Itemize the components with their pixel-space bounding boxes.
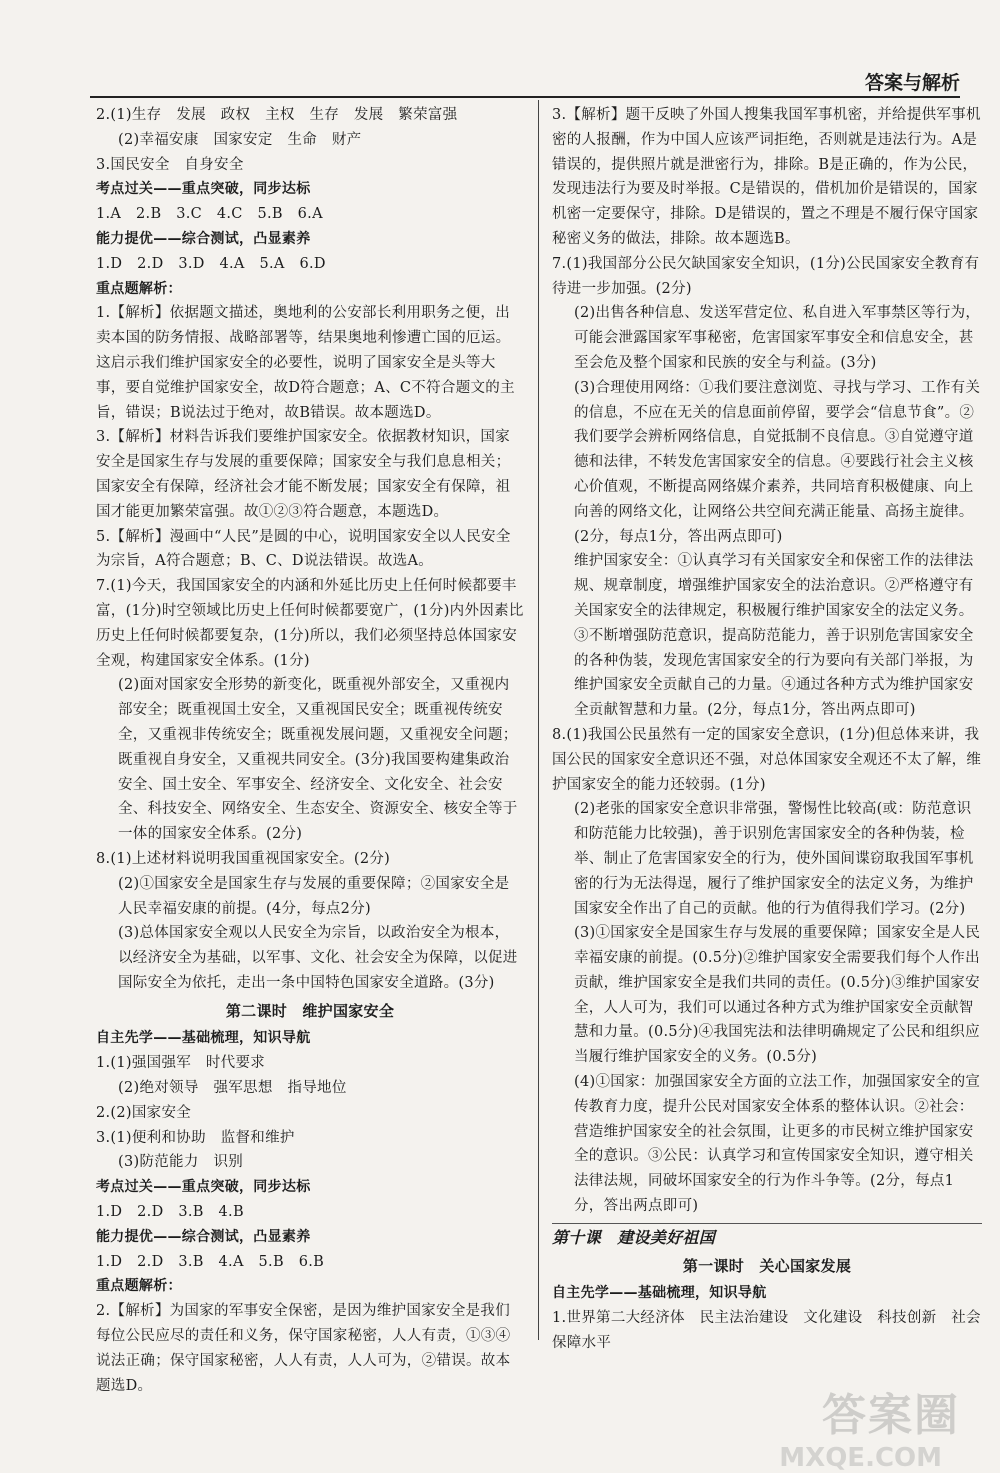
answer-line: 1.世界第二大经济体 民主法治建设 文化建设 科技创新 社会保障水平 — [552, 1310, 981, 1352]
answer-paragraph: 7.(1)我国部分公民欠缺国家安全知识，(1分)公民国家安全教育有待进一步加强。(2分) — [552, 255, 980, 297]
answer-paragraph: 8.(1)上述材料说明我国重视国家安全。(2分) — [96, 850, 391, 867]
section-heading: 考点过关——重点突破，同步达标 — [96, 1179, 311, 1196]
answer-line: 1.D 2.D 3.B 4.B — [96, 1204, 244, 1221]
answer-paragraph: (3)合理使用网络：①我们要注意浏览、寻找与学习、工作有关的信息，不应在无关的信息面前停留，要学会“信息节食”。②我们要学会辨析网络信息，自觉抵制不良信息。③自觉遵守道德和法律，不转发危害国家安全的信息。④要践行社会主义核心价值观，不断提高网络媒介素养，共同培育积极健康、向上向善的网络文化，让网络公共空间充满正能量、高扬主旋律。(2分，每点1分，答出两点即可) — [574, 379, 981, 545]
answer-paragraph: (2)老张的国家安全意识非常强，警惕性比较高(或：防范意识和防范能力比较强)，善于识别危害国家安全的各种伪装，检举、制止了危害国家安全的行为，使外国间谍窃取我国军事机密的行为无法得逞，履行了维护国家安全的法定义务，为维护国家安全作出了自己的贡献。他的行为值得我们学习。(2分) — [574, 801, 974, 917]
section-heading: 考点过关——重点突破，同步达标 — [96, 181, 311, 198]
answer-paragraph: (3)①国家安全是国家生存与发展的重要保障；国家安全是人民幸福安康的前提。(0.5分)②维护国家安全需要我们每个人作出贡献，维护国家安全是我们共同的责任。(0.5分)③维护国家安全，人人可为，我们可以通过各种方式为维护国家安全贡献智慧和力量。(0.5分)④我国宪法和法律明确规定了公民和组织应当履行维护国家安全的义务。(0.5分) — [574, 925, 981, 1066]
section-heading: 自主先学——基础梳理，知识导航 — [552, 1285, 767, 1302]
answer-line: 2.(2)国家安全 — [96, 1104, 192, 1121]
answer-line: 2.(1)生存 发展 政权 主权 生存 发展 繁荣富强 — [96, 107, 458, 123]
answer-paragraph: 维护国家安全：①认真学习有关国家安全和保密工作的法律法规、规章制度，增强维护国家安全的法治意识。②严格遵守有关国家安全的法律规定，积极履行维护国家安全的法定义务。③不断增强防范意识，提高防范能力，善于识别危害国家安全的各种伪装，发现危害国家安全的行为要向有关部门举报，为维护国家安全贡献自己的力量。④通过各种方式为维护国家安全贡献智慧和力量。(2分，每点1分，答出两点即可) — [574, 553, 974, 719]
header-rule — [90, 96, 960, 98]
answer-line: 3.国民安全 自身安全 — [96, 156, 244, 173]
section-heading: 自主先学——基础梳理，知识导航 — [96, 1030, 311, 1047]
explanation-paragraph: 5.【解析】漫画中“人民”是圆的中心，说明国家安全以人民安全为宗旨，A符合题意；B、C、D说法错误。故选A。 — [96, 528, 511, 570]
answer-paragraph: (2)面对国家安全形势的新变化，既重视外部安全，又重视内部安全；既重视国土安全，又重视国民安全；既重视传统安全，又重视非传统安全；既重视发展问题，又重视安全问题；既重视自身安全，又重视共同安全。(3分)我国要构建集政治安全、国土安全、军事安全、经济安全、文化安全、社会安全、科技安全、网络安全、生态安全、资源安全、核安全等于一体的国家安全体系。(2分) — [118, 677, 518, 843]
section-heading: 重点题解析： — [96, 280, 182, 297]
right-column — [552, 103, 982, 1356]
answer-line: 1.A 2.B 3.C 4.C 5.B 6.A — [96, 206, 323, 223]
section-heading: 能力提优——综合测试，凸显素养 — [96, 230, 311, 247]
lesson-title: 第二课时 维护国家安全 — [225, 1001, 395, 1020]
answer-paragraph: (2)出售各种信息、发送军营定位、私自进入军事禁区等行为，可能会泄露国家军事秘密，危害国家军事安全和信息安全，甚至会危及整个国家和民族的安全与利益。(3分) — [574, 305, 981, 371]
column-divider — [538, 100, 539, 1340]
answer-line: (2)幸福安康 国家安定 生命 财产 — [118, 131, 362, 148]
unit-title: 第十课 建设美好祖国 — [552, 1223, 982, 1251]
watermark-text: 答案圈 — [822, 1390, 960, 1441]
explanation-paragraph: 3.【解析】题干反映了外国人搜集我国军事机密，并给提供军事机密的人报酬，作为中国人应该严词拒绝，否则就是违法行为。A是错误的，提供照片就是泄密行为，排除。B是正确的，作为公民，发现违法行为要及时举报。C是错误的，借机加价是错误的，国家机密一定要保守，排除。D是错误的，置之不理是不履行保守国家秘密义务的做法，排除。故本题选B。 — [552, 107, 981, 247]
section-heading: 重点题解析： — [96, 1278, 182, 1295]
watermark-logo — [725, 1333, 960, 1473]
explanation-paragraph: 2.【解析】为国家的军事安全保密，是因为维护国家安全是我们每位公民应尽的责任和义务，保守国家秘密，人人有责，①③④说法正确；保守国家秘密，人人有责，人人可为，②错误。故本题选D。 — [96, 1303, 511, 1394]
answer-paragraph: (2)①国家安全是国家生存与发展的重要保障；②国家安全是人民幸福安康的前提。(4分，每点2分) — [118, 875, 510, 917]
answer-line: 1.D 2.D 3.B 4.A 5.B 6.B — [96, 1253, 325, 1270]
answer-line: (3)防范能力 识别 — [118, 1154, 244, 1171]
answer-paragraph: 8.(1)我国公民虽然有一定的国家安全意识，(1分)但总体来讲，我国公民的国家安全意识还不强，对总体国家安全观还不太了解，维护国家安全的能力还较弱。(1分) — [552, 726, 982, 793]
answer-line: (2)绝对领导 强军思想 指导地位 — [118, 1080, 347, 1097]
lesson-title: 第一课时 关心国家发展 — [682, 1256, 852, 1275]
explanation-paragraph: 1.【解析】依据题文描述，奥地利的公安部长利用职务之便，出卖本国的防务情报、战略部署等，结果奥地利惨遭亡国的厄运。这启示我们维护国家安全的必要性，说明了国家安全是头等大事，要自觉维护国家安全，故D符合题意；A、C不符合题文的主旨，错误；B说法过于绝对，故B错误。故本题选D。 — [96, 305, 515, 421]
answer-paragraph: (3)总体国家安全观以人民安全为宗旨，以政治安全为根本，以经济安全为基础，以军事、文化、社会安全为保障，以促进国际安全为依托，走出一条中国特色国家安全道路。(3分) — [118, 925, 518, 991]
answer-paragraph: (4)①国家：加强国家安全方面的立法工作，加强国家安全的宣传教育力度，提升公民对国家安全体系的整体认识。②社会：营造维护国家安全的社会氛围，让更多的市民树立维护国家安全的意识。③公民：认真学习和宣传国家安全知识，遵守相关法律法规，同破坏国家安全的行为作斗争等。(2分，每点1分，答出两点即可) — [574, 1074, 981, 1215]
watermark-url: MXQE.COM — [779, 1443, 942, 1473]
explanation-paragraph: 3.【解析】材料告诉我们要维护国家安全。依据教材知识，国家安全是国家生存与发展的重要保障；国家安全与我们息息相关；国家安全有保障，经济社会才能不断发展；国家安全有保障，祖国才能更加繁荣富强。故①②③符合题意，本题选D。 — [96, 429, 511, 520]
answer-line: 1.(1)强国强军 时代要求 — [96, 1055, 266, 1072]
section-heading: 能力提优——综合测试，凸显素养 — [96, 1228, 311, 1245]
answer-paragraph: 7.(1)今天，我国国家安全的内涵和外延比历史上任何时候都要丰富，(1分)时空领域比历史上任何时候都要宽广，(1分)内外因素比历史上任何时候都要复杂，(1分)所以，我们必须坚持总体国家安全观，构建国家安全体系。(1分) — [96, 578, 524, 669]
header-title: 答案与解析 — [864, 72, 960, 94]
page-header — [90, 68, 960, 92]
answer-line: 3.(1)便利和协助 监督和维护 — [96, 1129, 295, 1146]
answer-line: 1.D 2.D 3.D 4.A 5.A 6.D — [96, 255, 326, 272]
left-column — [96, 103, 524, 1398]
